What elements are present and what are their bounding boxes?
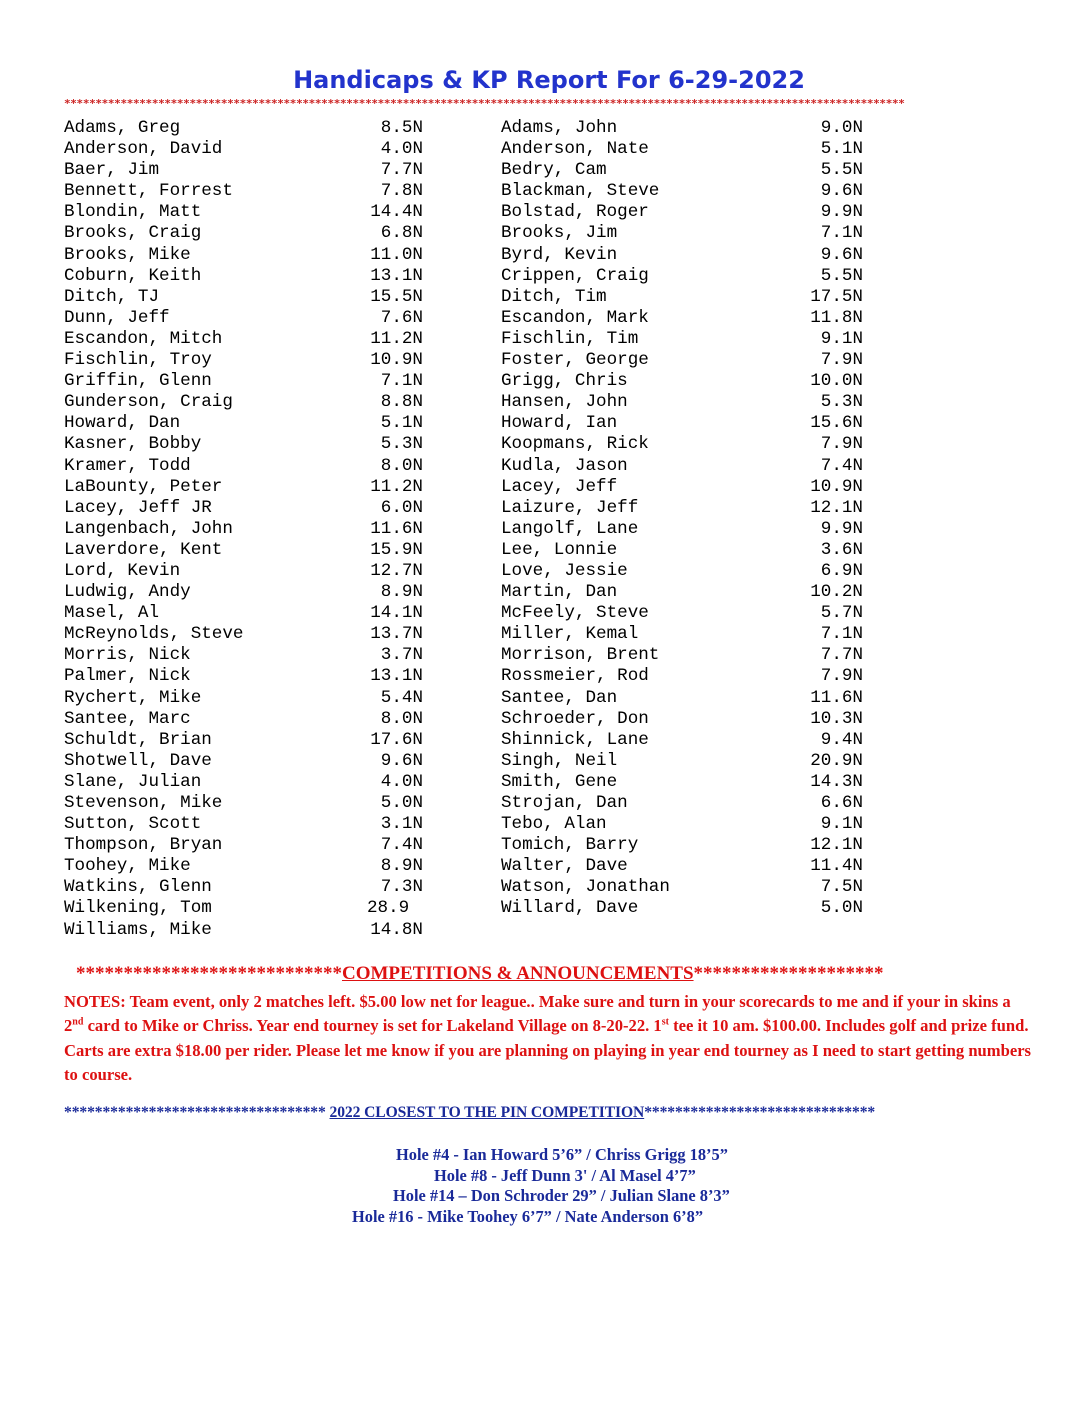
- player-name: Blondin, Matt: [64, 202, 202, 223]
- player-row: [501, 730, 863, 751]
- player-row: [64, 392, 426, 413]
- player-handicap: 6.6N: [820, 793, 863, 813]
- player-handicap: 11.2N: [370, 476, 423, 497]
- player-name: Watson, Jonathan: [501, 877, 670, 898]
- player-handicap: 12.1N: [810, 835, 863, 856]
- player-handicap: 14.1N: [370, 603, 423, 624]
- player-handicap: 5.1N: [820, 139, 863, 160]
- player-name: Santee, Marc: [64, 708, 191, 729]
- player-handicap: 5.7N: [820, 603, 863, 624]
- player-handicap: 14.3N: [810, 771, 863, 792]
- player-handicap: 10.9N: [370, 350, 423, 371]
- player-row: [501, 160, 863, 181]
- player-name: Blackman, Steve: [501, 181, 660, 202]
- player-name: Sutton, Scott: [64, 814, 202, 835]
- player-handicap: 8.0N: [380, 708, 423, 729]
- player-handicap: 11.6N: [810, 687, 863, 708]
- player-handicap: 5.1N: [380, 413, 423, 434]
- player-name: Escandon, Mitch: [64, 328, 223, 349]
- player-row: [501, 498, 863, 519]
- player-handicap: 9.1N: [820, 814, 863, 835]
- player-handicap: 12.1N: [810, 497, 863, 518]
- player-name: Brooks, Craig: [64, 223, 202, 244]
- player-name: Coburn, Keith: [64, 265, 202, 286]
- player-name: Lacey, Jeff JR: [64, 497, 212, 518]
- player-row: [501, 540, 863, 561]
- player-handicap: 8.0N: [380, 455, 423, 476]
- kp-hole-4: Hole #4 - Ian Howard 5’6” / Chriss Grigg 18’5”: [396, 1145, 728, 1164]
- player-handicap: 6.0N: [380, 497, 423, 518]
- player-row: [64, 730, 426, 751]
- player-name: Byrd, Kevin: [501, 244, 618, 265]
- player-handicap: 5.5N: [820, 160, 863, 181]
- player-row: [64, 456, 426, 477]
- player-row: [64, 877, 426, 898]
- player-row: [501, 688, 863, 709]
- player-row: [64, 118, 426, 139]
- player-name: Grigg, Chris: [501, 371, 628, 392]
- kp-hole-16: Hole #16 - Mike Toohey 6’7” / Nate Anderson 6’8”: [352, 1207, 704, 1226]
- player-name: Miller, Kemal: [501, 624, 639, 645]
- player-row: [64, 603, 426, 624]
- player-handicap: 7.7N: [820, 645, 863, 666]
- player-name: Love, Jessie: [501, 560, 628, 581]
- player-name: Lord, Kevin: [64, 560, 181, 581]
- player-name: Martin, Dan: [501, 582, 618, 603]
- player-handicap: 7.3N: [380, 877, 423, 898]
- player-handicap: 11.2N: [370, 328, 423, 349]
- player-handicap: 17.5N: [810, 286, 863, 307]
- player-name: Singh, Neil: [501, 750, 618, 771]
- player-row: [501, 371, 863, 392]
- player-row: [501, 582, 863, 603]
- player-row: [501, 709, 863, 730]
- player-handicap: 15.9N: [370, 539, 423, 560]
- player-name: Lacey, Jeff: [501, 476, 618, 497]
- player-name: Howard, Dan: [64, 413, 181, 434]
- player-row: [64, 519, 426, 540]
- player-handicap: 28.9: [367, 898, 410, 919]
- player-handicap: 5.0N: [820, 898, 863, 919]
- player-handicap: 3.6N: [820, 539, 863, 560]
- player-handicap: 7.4N: [380, 835, 423, 856]
- player-row: [64, 666, 426, 687]
- player-name: Toohey, Mike: [64, 856, 191, 877]
- player-name: Howard, Ian: [501, 413, 618, 434]
- player-row: [64, 835, 426, 856]
- player-handicap: 17.6N: [370, 729, 423, 750]
- player-row: [501, 645, 863, 666]
- player-handicap: 3.1N: [380, 814, 423, 835]
- player-name: Bennett, Forrest: [64, 181, 233, 202]
- player-handicap: 7.7N: [380, 160, 423, 181]
- player-name: McReynolds, Steve: [64, 624, 244, 645]
- player-row: [501, 898, 863, 919]
- player-name: Gunderson, Craig: [64, 392, 233, 413]
- player-name: McFeely, Steve: [501, 603, 649, 624]
- player-row: [64, 139, 426, 160]
- player-name: Laverdore, Kent: [64, 539, 223, 560]
- player-handicap: 11.0N: [370, 244, 423, 265]
- player-row: [64, 287, 426, 308]
- player-name: Williams, Mike: [64, 919, 212, 940]
- player-row: [64, 245, 426, 266]
- player-name: Rossmeier, Rod: [501, 666, 649, 687]
- player-row: [501, 519, 863, 540]
- player-row: [64, 223, 426, 244]
- notes-sup-1: nd: [72, 1016, 84, 1028]
- player-handicap: 8.5N: [380, 118, 423, 138]
- player-handicap: 5.3N: [820, 392, 863, 413]
- handicap-list-left: [64, 118, 426, 941]
- player-handicap: 3.7N: [380, 645, 423, 666]
- player-name: Shinnick, Lane: [501, 729, 649, 750]
- handicap-list-right: [501, 118, 863, 920]
- player-row: [501, 561, 863, 582]
- player-handicap: 7.8N: [380, 181, 423, 202]
- player-row: [64, 751, 426, 772]
- player-row: [64, 371, 426, 392]
- player-name: Fischlin, Tim: [501, 328, 639, 349]
- stars-left: ****************************: [76, 963, 342, 984]
- player-handicap: 5.3N: [380, 434, 423, 455]
- player-row: [64, 624, 426, 645]
- player-row: [501, 245, 863, 266]
- player-row: [501, 624, 863, 645]
- player-row: [501, 751, 863, 772]
- top-divider: **************************************************************************************************************************************: [64, 97, 905, 110]
- player-row: [501, 856, 863, 877]
- player-row: [501, 477, 863, 498]
- player-row: [64, 772, 426, 793]
- player-name: Baer, Jim: [64, 160, 160, 181]
- player-name: Schuldt, Brian: [64, 729, 212, 750]
- player-handicap: 8.8N: [380, 392, 423, 413]
- player-name: Walter, Dave: [501, 856, 628, 877]
- player-name: Anderson, Nate: [501, 139, 649, 160]
- player-name: Tebo, Alan: [501, 814, 607, 835]
- player-row: [64, 540, 426, 561]
- player-handicap: 9.4N: [820, 729, 863, 750]
- player-row: [501, 793, 863, 814]
- page-title: Handicaps & KP Report For 6-29-2022: [293, 66, 805, 94]
- player-handicap: 8.9N: [380, 856, 423, 877]
- player-name: Langolf, Lane: [501, 518, 639, 539]
- player-handicap: 7.1N: [380, 371, 423, 392]
- player-row: [501, 202, 863, 223]
- player-row: [501, 118, 863, 139]
- player-row: [501, 266, 863, 287]
- player-row: [501, 835, 863, 856]
- player-name: Foster, George: [501, 350, 649, 371]
- player-row: [501, 877, 863, 898]
- player-handicap: 15.5N: [370, 286, 423, 307]
- competitions-heading: [76, 963, 884, 985]
- player-row: [501, 434, 863, 455]
- player-row: [64, 413, 426, 434]
- player-handicap: 9.9N: [820, 202, 863, 223]
- player-handicap: 7.5N: [820, 877, 863, 898]
- player-name: Anderson, David: [64, 139, 223, 160]
- notes-sup-2: st: [661, 1016, 669, 1028]
- player-handicap: 13.1N: [370, 265, 423, 286]
- announcement-notes: [64, 990, 1034, 1087]
- player-name: Ludwig, Andy: [64, 582, 191, 603]
- player-name: Kramer, Todd: [64, 455, 191, 476]
- stars-right: ******************************: [644, 1104, 876, 1121]
- player-handicap: 15.6N: [810, 413, 863, 434]
- player-row: [64, 561, 426, 582]
- player-handicap: 9.1N: [820, 328, 863, 349]
- player-handicap: 5.5N: [820, 265, 863, 286]
- player-name: Rychert, Mike: [64, 687, 202, 708]
- player-row: [501, 413, 863, 434]
- player-handicap: 14.4N: [370, 202, 423, 223]
- player-row: [501, 392, 863, 413]
- player-row: [64, 498, 426, 519]
- player-handicap: 5.4N: [380, 687, 423, 708]
- player-handicap: 7.9N: [820, 350, 863, 371]
- player-row: [501, 666, 863, 687]
- player-name: Adams, Greg: [64, 118, 181, 138]
- player-row: [501, 287, 863, 308]
- player-name: Morrison, Brent: [501, 645, 660, 666]
- player-row: [501, 350, 863, 371]
- player-name: Kudla, Jason: [501, 455, 628, 476]
- player-name: Watkins, Glenn: [64, 877, 212, 898]
- player-row: [64, 477, 426, 498]
- player-name: Strojan, Dan: [501, 793, 628, 813]
- kp-hole-14: Hole #14 – Don Schroder 29” / Julian Slane 8’3”: [393, 1186, 730, 1205]
- player-name: Adams, John: [501, 118, 618, 138]
- player-name: Kasner, Bobby: [64, 434, 202, 455]
- player-name: Stevenson, Mike: [64, 793, 223, 813]
- player-handicap: 7.4N: [820, 455, 863, 476]
- player-name: Tomich, Barry: [501, 835, 639, 856]
- player-handicap: 5.0N: [380, 793, 423, 813]
- player-row: [64, 793, 426, 814]
- notes-text-2: card to Mike or Chriss. Year end tourney is set for Lakeland Village on 8-20-22. 1: [83, 1016, 662, 1036]
- player-name: Hansen, John: [501, 392, 628, 413]
- player-name: Morris, Nick: [64, 645, 191, 666]
- player-handicap: 7.6N: [380, 307, 423, 328]
- player-name: Lee, Lonnie: [501, 539, 618, 560]
- player-name: Brooks, Mike: [64, 244, 191, 265]
- player-name: Wilkening, Tom: [64, 898, 212, 919]
- player-row: [64, 308, 426, 329]
- player-handicap: 12.7N: [370, 560, 423, 581]
- player-row: [64, 920, 426, 941]
- player-name: LaBounty, Peter: [64, 476, 223, 497]
- player-name: Crippen, Craig: [501, 265, 649, 286]
- player-handicap: 13.7N: [370, 624, 423, 645]
- player-row: [501, 814, 863, 835]
- player-name: Slane, Julian: [64, 771, 202, 792]
- player-row: [64, 582, 426, 603]
- player-name: Ditch, TJ: [64, 286, 160, 307]
- player-row: [501, 603, 863, 624]
- player-name: Bolstad, Roger: [501, 202, 649, 223]
- player-name: Escandon, Mark: [501, 307, 649, 328]
- player-row: [64, 266, 426, 287]
- player-name: Koopmans, Rick: [501, 434, 649, 455]
- player-handicap: 4.0N: [380, 771, 423, 792]
- player-row: [501, 223, 863, 244]
- notes-text-3: tee it 10 am. $100.00. Includes golf and prize fund. Carts are extra $18.00 per rider. Please let me know if you are planning on playing in year end tourney as I need to start getting numbers to course.: [64, 1016, 1032, 1084]
- player-handicap: 4.0N: [380, 139, 423, 160]
- player-name: Griffin, Glenn: [64, 371, 212, 392]
- player-row: [501, 139, 863, 160]
- player-handicap: 11.4N: [810, 856, 863, 877]
- player-handicap: 7.9N: [820, 434, 863, 455]
- player-row: [501, 456, 863, 477]
- player-handicap: 14.8N: [370, 919, 423, 940]
- player-name: Santee, Dan: [501, 687, 618, 708]
- player-name: Langenbach, John: [64, 518, 233, 539]
- player-row: [64, 898, 426, 919]
- player-row: [64, 202, 426, 223]
- player-row: [64, 329, 426, 350]
- player-row: [64, 350, 426, 371]
- player-handicap: 6.8N: [380, 223, 423, 244]
- player-handicap: 9.0N: [820, 118, 863, 138]
- player-handicap: 9.6N: [820, 181, 863, 202]
- player-handicap: 13.1N: [370, 666, 423, 687]
- player-name: Willard, Dave: [501, 898, 639, 919]
- player-name: Brooks, Jim: [501, 223, 618, 244]
- player-name: Fischlin, Troy: [64, 350, 212, 371]
- player-row: [64, 814, 426, 835]
- player-row: [64, 856, 426, 877]
- player-handicap: 9.9N: [820, 518, 863, 539]
- player-handicap: 8.9N: [380, 582, 423, 603]
- player-name: Ditch, Tim: [501, 286, 607, 307]
- player-row: [64, 434, 426, 455]
- player-handicap: 6.9N: [820, 560, 863, 581]
- player-handicap: 10.9N: [810, 476, 863, 497]
- player-row: [64, 181, 426, 202]
- player-handicap: 9.6N: [380, 750, 423, 771]
- player-name: Bedry, Cam: [501, 160, 607, 181]
- kp-hole-8: Hole #8 - Jeff Dunn 3' / Al Masel 4’7”: [434, 1166, 696, 1185]
- player-name: Laizure, Jeff: [501, 497, 639, 518]
- player-handicap: 20.9N: [810, 750, 863, 771]
- stars-right: ********************: [693, 963, 884, 984]
- player-name: Palmer, Nick: [64, 666, 191, 687]
- notes-text-1: NOTES: Team event, only 2 matches left. $5.00 low net for league.. Make sure and turn in your scorecards to me and if your in skins a 2: [64, 992, 1011, 1036]
- player-handicap: 10.3N: [810, 708, 863, 729]
- closest-to-pin-title: 2022 CLOSEST TO THE PIN COMPETITION: [329, 1104, 645, 1121]
- player-row: [64, 688, 426, 709]
- player-name: Masel, Al: [64, 603, 160, 624]
- player-name: Smith, Gene: [501, 771, 618, 792]
- player-row: [64, 645, 426, 666]
- player-name: Schroeder, Don: [501, 708, 649, 729]
- player-name: Dunn, Jeff: [64, 307, 170, 328]
- player-row: [501, 181, 863, 202]
- player-handicap: 11.6N: [370, 518, 423, 539]
- player-handicap: 10.0N: [810, 371, 863, 392]
- player-name: Shotwell, Dave: [64, 750, 212, 771]
- player-row: [501, 772, 863, 793]
- player-handicap: 10.2N: [810, 582, 863, 603]
- player-handicap: 7.9N: [820, 666, 863, 687]
- player-row: [64, 160, 426, 181]
- player-handicap: 9.6N: [820, 244, 863, 265]
- player-handicap: 7.1N: [820, 223, 863, 244]
- stars-left: **********************************: [64, 1104, 326, 1121]
- player-handicap: 11.8N: [810, 307, 863, 328]
- player-row: [501, 308, 863, 329]
- player-row: [501, 329, 863, 350]
- closest-to-pin-heading: [64, 1104, 875, 1122]
- competitions-title: COMPETITIONS & ANNOUNCEMENTS: [342, 963, 694, 984]
- player-row: [64, 709, 426, 730]
- player-name: Thompson, Bryan: [64, 835, 223, 856]
- player-handicap: 7.1N: [820, 624, 863, 645]
